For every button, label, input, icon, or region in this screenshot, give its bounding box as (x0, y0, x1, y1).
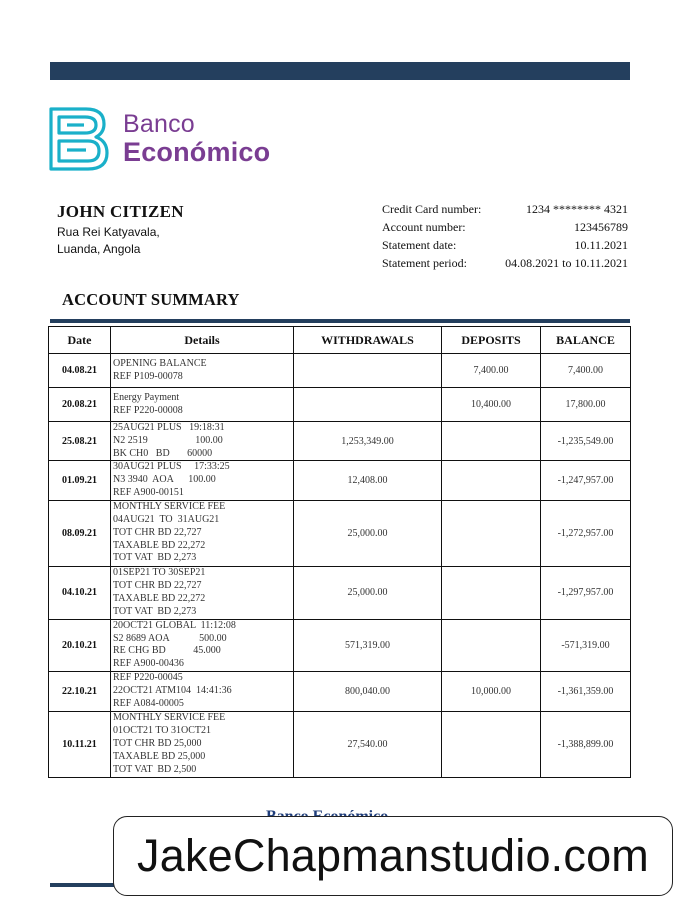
table-row (49, 354, 631, 388)
detail-line: S2 8689 AOA 500.00 (113, 632, 227, 644)
table-row (49, 461, 631, 500)
holder-address (57, 224, 184, 258)
transaction-details (111, 711, 294, 777)
account-holder (57, 202, 184, 258)
info-row (382, 218, 628, 236)
balance-amount: -1,235,549.00 (541, 422, 631, 461)
table-row (49, 388, 631, 422)
detail-line: 20OCT21 GLOBAL 11:12:08 (113, 619, 236, 631)
withdrawal-amount: 1,253,349.00 (294, 422, 442, 461)
bank-name-line1: Banco (123, 110, 195, 138)
deposit-amount (442, 711, 541, 777)
detail-line: 25AUG21 PLUS 19:18:31 (113, 422, 225, 433)
deposit-amount (442, 461, 541, 500)
address-line1: Rua Rei Katyavala, (57, 225, 160, 239)
detail-line: 04AUG21 TO 31AUG21 (113, 514, 220, 526)
detail-line: REF A084-00005 (113, 697, 184, 709)
detail-line: MONTHLY SERVICE FEE (113, 712, 226, 724)
transaction-details (111, 619, 294, 671)
column-header-balance: BALANCE (541, 327, 631, 354)
detail-line: MONTHLY SERVICE FEE (113, 501, 226, 513)
withdrawal-amount: 27,540.00 (294, 711, 442, 777)
detail-line: 22OCT21 ATM104 14:41:36 (113, 685, 232, 697)
transaction-date: 20.08.21 (49, 388, 111, 422)
detail-line: TAXABLE BD 22,272 (113, 539, 206, 551)
detail-line: TOT VAT BD 2,273 (113, 605, 197, 617)
info-label: Account number: (382, 220, 466, 234)
withdrawal-amount (294, 388, 442, 422)
deposit-amount: 10,000.00 (442, 671, 541, 711)
table-row (49, 566, 631, 619)
info-row (382, 200, 628, 218)
statement-info (382, 200, 628, 272)
info-label: Credit Card number: (382, 202, 482, 216)
transaction-date: 10.11.21 (49, 711, 111, 777)
account-summary-title: ACCOUNT SUMMARY (62, 290, 240, 309)
detail-line: OPENING BALANCE (113, 357, 207, 369)
info-value: 123456789 (574, 220, 628, 234)
withdrawal-amount: 12,408.00 (294, 461, 442, 500)
detail-line: REF P220-00008 (113, 404, 183, 416)
column-header-details: Details (111, 327, 294, 354)
column-header-date: Date (49, 327, 111, 354)
detail-line: N3 3940 AOA 100.00 (113, 474, 216, 486)
info-value: 1234 ******** 4321 (526, 202, 628, 216)
balance-amount: -1,361,359.00 (541, 671, 631, 711)
transaction-details (111, 354, 294, 388)
detail-line: TOT VAT BD 2,500 (113, 763, 197, 775)
transaction-details (111, 388, 294, 422)
table-header-row (49, 327, 631, 354)
balance-amount: 17,800.00 (541, 388, 631, 422)
transaction-details (111, 500, 294, 566)
withdrawal-amount: 25,000.00 (294, 566, 442, 619)
transaction-date: 04.08.21 (49, 354, 111, 388)
transaction-details (111, 566, 294, 619)
table-row (49, 711, 631, 777)
transaction-date: 25.08.21 (49, 422, 111, 461)
detail-line: TOT VAT BD 2,273 (113, 552, 197, 564)
info-label: Statement date: (382, 238, 457, 252)
detail-line: TOT CHR BD 22,727 (113, 526, 202, 538)
table-row (49, 422, 631, 461)
withdrawal-amount: 571,319.00 (294, 619, 442, 671)
detail-line: 01SEP21 TO 30SEP21 (113, 567, 206, 579)
info-value: 04.08.2021 to 10.11.2021 (505, 256, 628, 270)
detail-line: 30AUG21 PLUS 17:33:25 (113, 461, 230, 473)
table-row (49, 619, 631, 671)
column-header-withdrawals: WITHDRAWALS (294, 327, 442, 354)
detail-line: TOT CHR BD 25,000 (113, 738, 202, 750)
transaction-date: 22.10.21 (49, 671, 111, 711)
withdrawal-amount: 800,040.00 (294, 671, 442, 711)
table-row (49, 671, 631, 711)
bank-logo-text (123, 112, 270, 166)
balance-amount: -1,272,957.00 (541, 500, 631, 566)
transaction-date: 08.09.21 (49, 500, 111, 566)
balance-amount: 7,400.00 (541, 354, 631, 388)
deposit-amount (442, 422, 541, 461)
deposit-amount (442, 619, 541, 671)
detail-line: TAXABLE BD 22,272 (113, 592, 206, 604)
balance-amount: -1,247,957.00 (541, 461, 631, 500)
transactions-table (48, 326, 631, 778)
detail-line: REF A900-00436 (113, 658, 184, 670)
detail-line: BK CH0 BD 60000 (113, 447, 213, 459)
info-row (382, 236, 628, 254)
info-row (382, 254, 628, 272)
summary-divider (50, 319, 630, 323)
withdrawal-amount: 25,000.00 (294, 500, 442, 566)
info-label: Statement period: (382, 256, 467, 270)
bank-logo-icon (48, 106, 110, 172)
address-line2: Luanda, Angola (57, 242, 141, 256)
detail-line: REF A900-00151 (113, 486, 184, 498)
withdrawal-amount (294, 354, 442, 388)
header-bar (50, 62, 630, 80)
detail-line: TAXABLE BD 25,000 (113, 750, 206, 762)
detail-line: REF P220-00045 (113, 672, 183, 684)
detail-line: 01OCT21 TO 31OCT21 (113, 725, 211, 737)
deposit-amount: 7,400.00 (442, 354, 541, 388)
transaction-date: 04.10.21 (49, 566, 111, 619)
detail-line: RE CHG BD 45.000 (113, 645, 221, 657)
watermark-banner (113, 816, 673, 896)
watermark-text: JakeChapmanstudio.com (137, 830, 649, 881)
deposit-amount (442, 500, 541, 566)
transaction-date: 01.09.21 (49, 461, 111, 500)
info-value: 10.11.2021 (574, 238, 628, 252)
transaction-details (111, 461, 294, 500)
transaction-details (111, 422, 294, 461)
detail-line: Energy Payment (113, 391, 180, 403)
balance-amount: -1,297,957.00 (541, 566, 631, 619)
transaction-details (111, 671, 294, 711)
balance-amount: -1,388,899.00 (541, 711, 631, 777)
holder-name: JOHN CITIZEN (57, 202, 184, 221)
bank-name-line2: Económico (123, 137, 271, 167)
detail-line: REF P109-00078 (113, 370, 183, 382)
deposit-amount (442, 566, 541, 619)
deposit-amount: 10,400.00 (442, 388, 541, 422)
detail-line: TOT CHR BD 22,727 (113, 579, 202, 591)
balance-amount: -571,319.00 (541, 619, 631, 671)
table-row (49, 500, 631, 566)
detail-line: N2 2519 100.00 (113, 434, 223, 446)
column-header-deposits: DEPOSITS (442, 327, 541, 354)
transaction-date: 20.10.21 (49, 619, 111, 671)
